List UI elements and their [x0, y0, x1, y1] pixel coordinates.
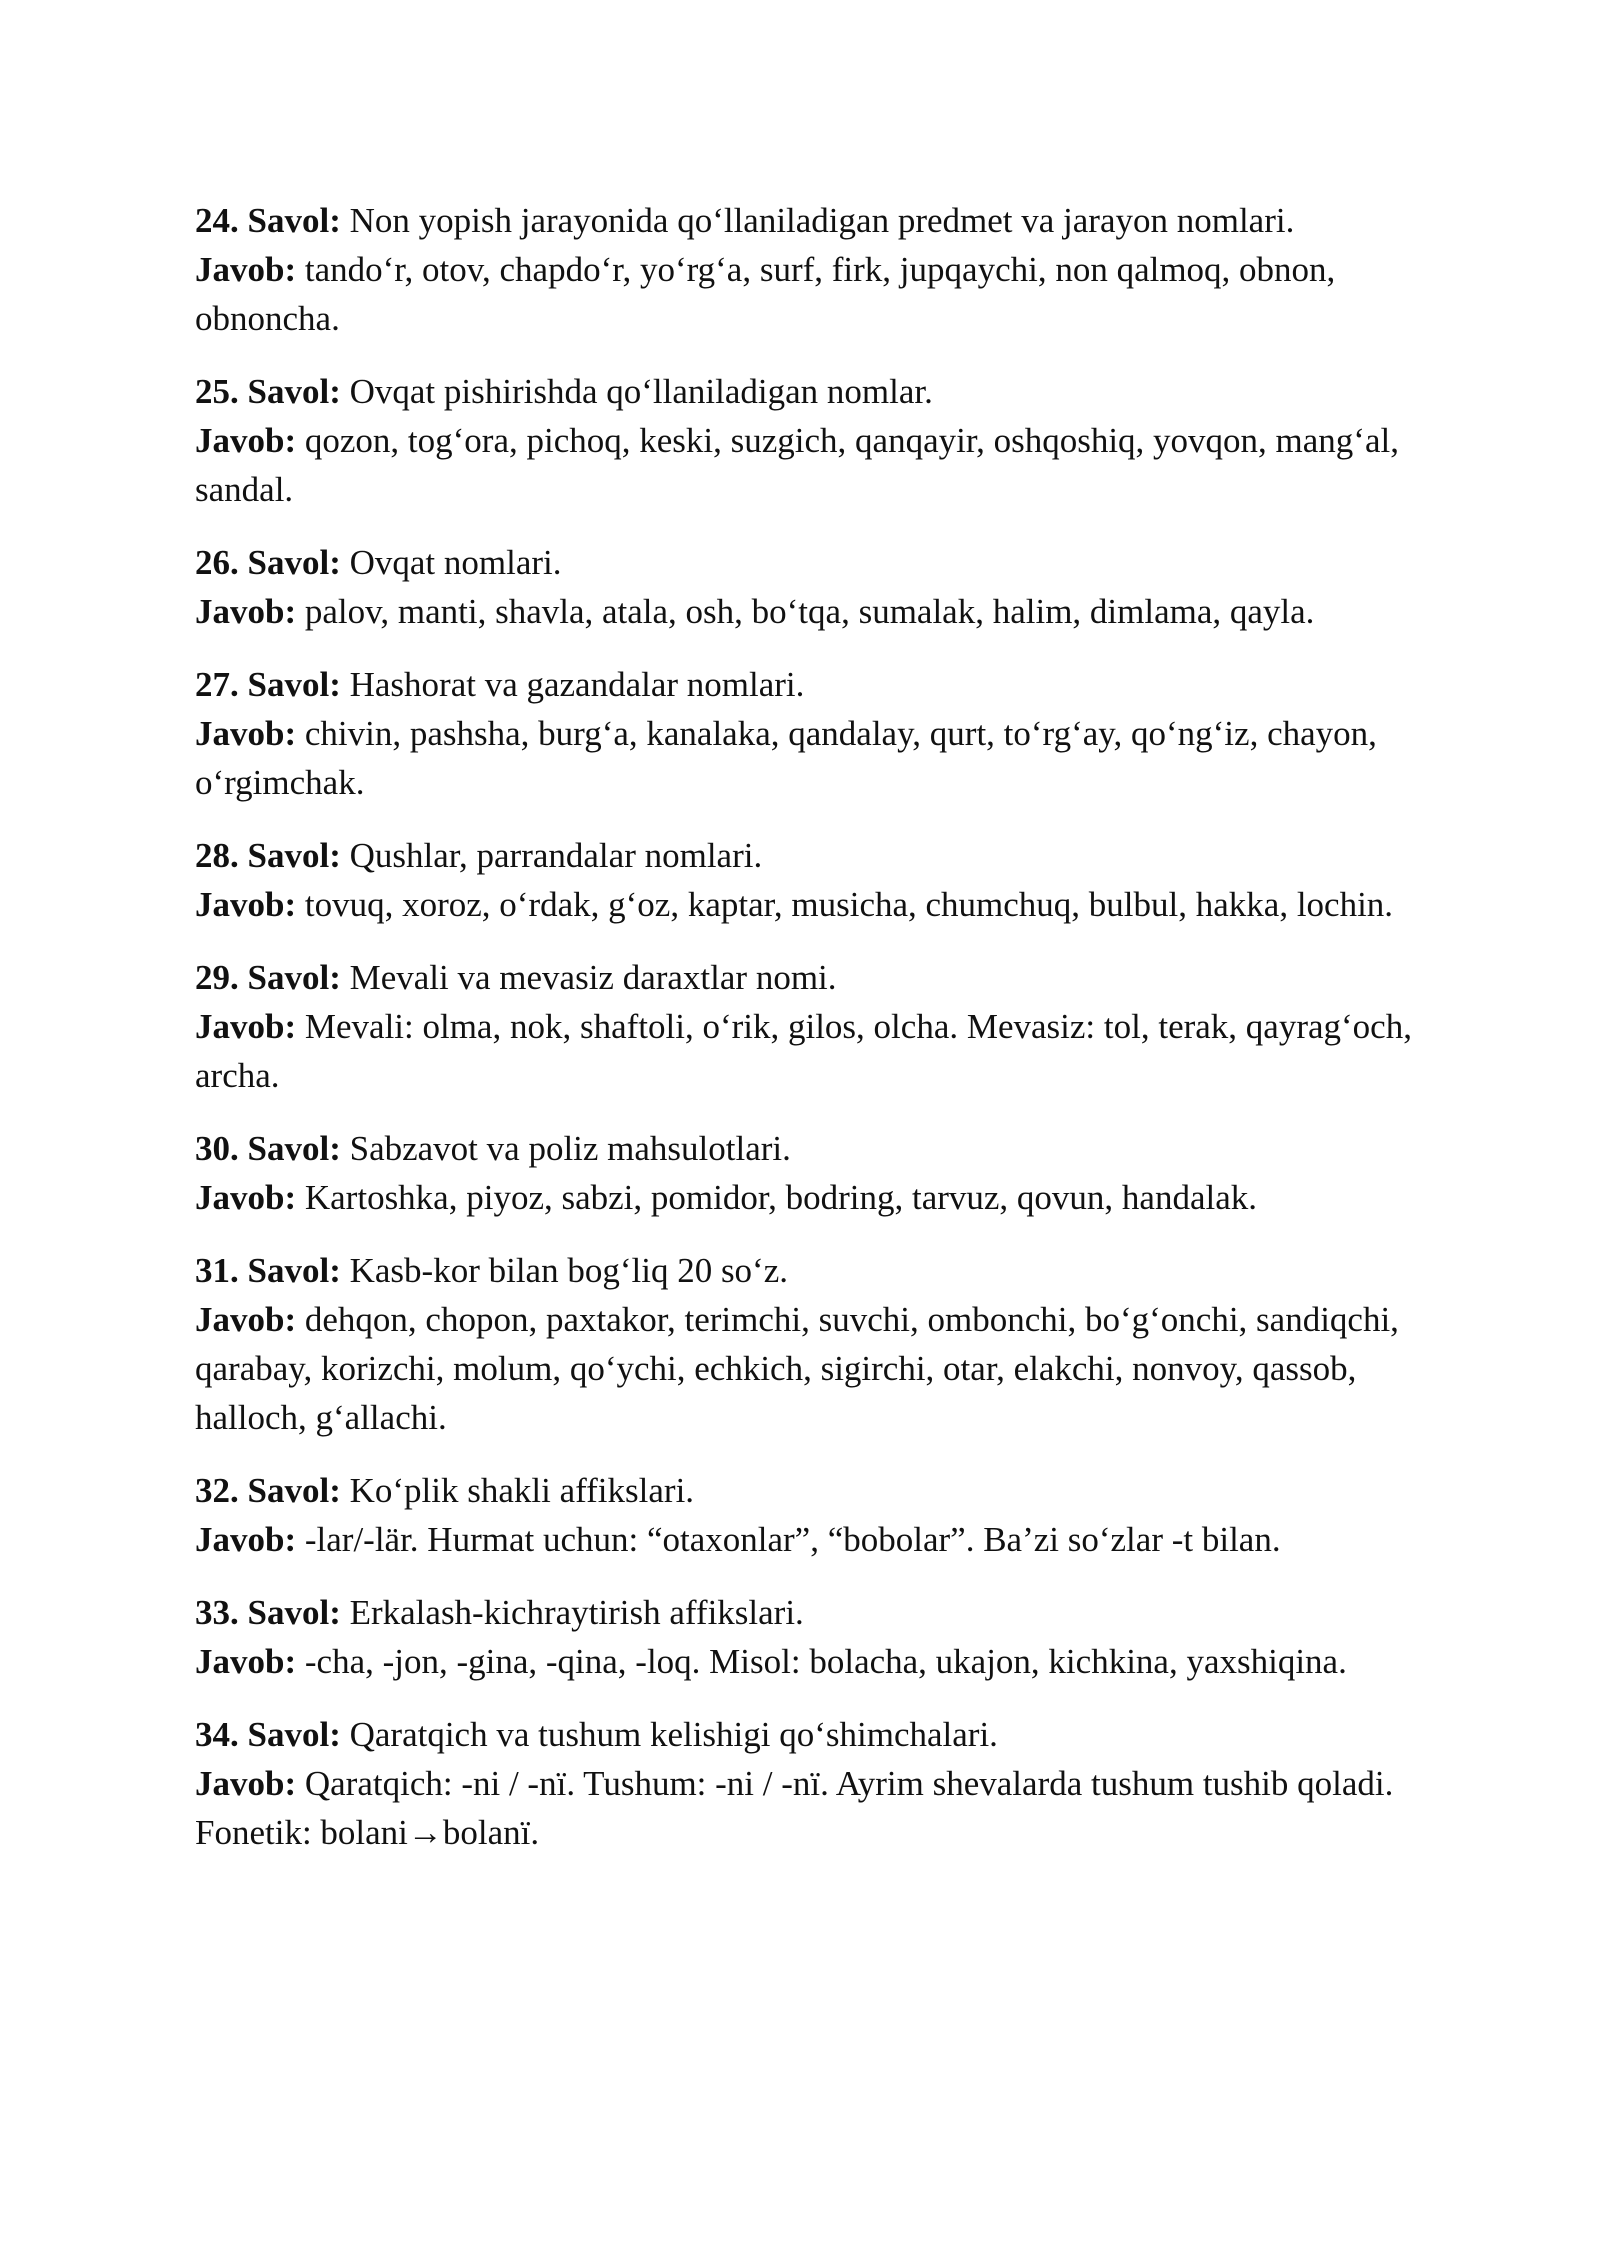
question-text: Ko‘plik shakli affikslari.	[349, 1471, 695, 1510]
answer-text: dehqon, chopon, paxtakor, terimchi, suvchi, ombonchi, bo‘g‘onchi, sandiqchi, qarabay, korizchi, molum, qo‘ychi, echkich, sigirchi, otar, elakchi, nonvoy, qassob, halloch, g‘allachi.	[195, 1300, 1399, 1437]
question-label: Savol:	[247, 1593, 341, 1632]
question-text: Ovqat nomlari.	[349, 543, 562, 582]
answer-label: Javob:	[195, 1520, 297, 1559]
qa-item	[195, 1466, 1425, 1564]
answer-text: Qaratqich: -ni / -nï. Tushum: -ni / -nï. Ayrim shevalarda tushum tushib qoladi. Fonetik: bolani→bolanï.	[195, 1764, 1394, 1852]
question-line	[195, 1710, 1425, 1759]
question-number: 33.	[195, 1593, 239, 1632]
answer-label: Javob:	[195, 1642, 297, 1681]
question-line	[195, 1124, 1425, 1173]
question-line	[195, 660, 1425, 709]
document-page	[195, 196, 1425, 1881]
qa-item	[195, 1124, 1425, 1222]
answer-label: Javob:	[195, 592, 297, 631]
answer-line	[195, 1637, 1425, 1686]
question-number: 26.	[195, 543, 239, 582]
answer-line	[195, 1515, 1425, 1564]
answer-line	[195, 1759, 1425, 1857]
answer-text: palov, manti, shavla, atala, osh, bo‘tqa, sumalak, halim, dimlama, qayla.	[304, 592, 1315, 631]
question-label: Savol:	[247, 543, 341, 582]
question-number: 27.	[195, 665, 239, 704]
answer-text: -cha, -jon, -gina, -qina, -loq. Misol: bolacha, ukajon, kichkina, yaxshiqina.	[304, 1642, 1347, 1681]
question-number: 28.	[195, 836, 239, 875]
question-number: 24.	[195, 201, 239, 240]
question-label: Savol:	[247, 1129, 341, 1168]
question-text: Hashorat va gazandalar nomlari.	[349, 665, 805, 704]
question-text: Sabzavot va poliz mahsulotlari.	[349, 1129, 791, 1168]
question-text: Qushlar, parrandalar nomlari.	[349, 836, 763, 875]
qa-item	[195, 1588, 1425, 1686]
answer-line	[195, 1173, 1425, 1222]
question-number: 30.	[195, 1129, 239, 1168]
question-label: Savol:	[247, 836, 341, 875]
answer-text: -lar/-lär. Hurmat uchun: “otaxonlar”, “bobolar”. Ba’zi so‘zlar -t bilan.	[304, 1520, 1281, 1559]
question-text: Non yopish jarayonida qo‘llaniladigan predmet va jarayon nomlari.	[349, 201, 1295, 240]
answer-label: Javob:	[195, 714, 297, 753]
qa-item	[195, 1246, 1425, 1442]
question-line	[195, 538, 1425, 587]
answer-label: Javob:	[195, 1007, 297, 1046]
answer-line	[195, 245, 1425, 343]
answer-line	[195, 709, 1425, 807]
question-line	[195, 831, 1425, 880]
answer-line	[195, 1295, 1425, 1442]
answer-label: Javob:	[195, 885, 297, 924]
answer-text: tovuq, xoroz, o‘rdak, g‘oz, kaptar, musicha, chumchuq, bulbul, hakka, lochin.	[304, 885, 1394, 924]
question-label: Savol:	[247, 1715, 341, 1754]
question-text: Kasb-kor bilan bog‘liq 20 so‘z.	[349, 1251, 788, 1290]
answer-label: Javob:	[195, 1178, 297, 1217]
question-number: 32.	[195, 1471, 239, 1510]
answer-label: Javob:	[195, 1764, 297, 1803]
answer-label: Javob:	[195, 250, 297, 289]
answer-line	[195, 880, 1425, 929]
answer-line	[195, 416, 1425, 514]
question-label: Savol:	[247, 1251, 341, 1290]
question-line	[195, 953, 1425, 1002]
qa-item	[195, 538, 1425, 636]
question-number: 25.	[195, 372, 239, 411]
answer-text: qozon, tog‘ora, pichoq, keski, suzgich, qanqayir, oshqoshiq, yovqon, mang‘al, sandal.	[195, 421, 1399, 509]
qa-item	[195, 367, 1425, 514]
question-line	[195, 1466, 1425, 1515]
qa-item	[195, 953, 1425, 1100]
question-label: Savol:	[247, 372, 341, 411]
qa-item	[195, 660, 1425, 807]
question-text: Ovqat pishirishda qo‘llaniladigan nomlar.	[349, 372, 933, 411]
answer-line	[195, 1002, 1425, 1100]
qa-item	[195, 196, 1425, 343]
question-number: 29.	[195, 958, 239, 997]
question-line	[195, 367, 1425, 416]
answer-line	[195, 587, 1425, 636]
answer-text: Kartoshka, piyoz, sabzi, pomidor, bodring, tarvuz, qovun, handalak.	[304, 1178, 1258, 1217]
answer-label: Javob:	[195, 1300, 297, 1339]
question-label: Savol:	[247, 1471, 341, 1510]
question-label: Savol:	[247, 665, 341, 704]
question-label: Savol:	[247, 958, 341, 997]
qa-item	[195, 1710, 1425, 1857]
question-text: Erkalash-kichraytirish affikslari.	[349, 1593, 804, 1632]
question-text: Qaratqich va tushum kelishigi qo‘shimchalari.	[349, 1715, 998, 1754]
answer-text: tando‘r, otov, chapdo‘r, yo‘rg‘a, surf, firk, jupqaychi, non qalmoq, obnon, obnoncha.	[195, 250, 1336, 338]
answer-label: Javob:	[195, 421, 297, 460]
question-label: Savol:	[247, 201, 341, 240]
question-line	[195, 196, 1425, 245]
qa-item	[195, 831, 1425, 929]
question-line	[195, 1588, 1425, 1637]
answer-text: chivin, pashsha, burg‘a, kanalaka, qandalay, qurt, to‘rg‘ay, qo‘ng‘iz, chayon, o‘rgimchak.	[195, 714, 1377, 802]
question-number: 31.	[195, 1251, 239, 1290]
question-line	[195, 1246, 1425, 1295]
question-number: 34.	[195, 1715, 239, 1754]
answer-text: Mevali: olma, nok, shaftoli, o‘rik, gilos, olcha. Mevasiz: tol, terak, qayrag‘och, archa.	[195, 1007, 1412, 1095]
question-text: Mevali va mevasiz daraxtlar nomi.	[349, 958, 837, 997]
